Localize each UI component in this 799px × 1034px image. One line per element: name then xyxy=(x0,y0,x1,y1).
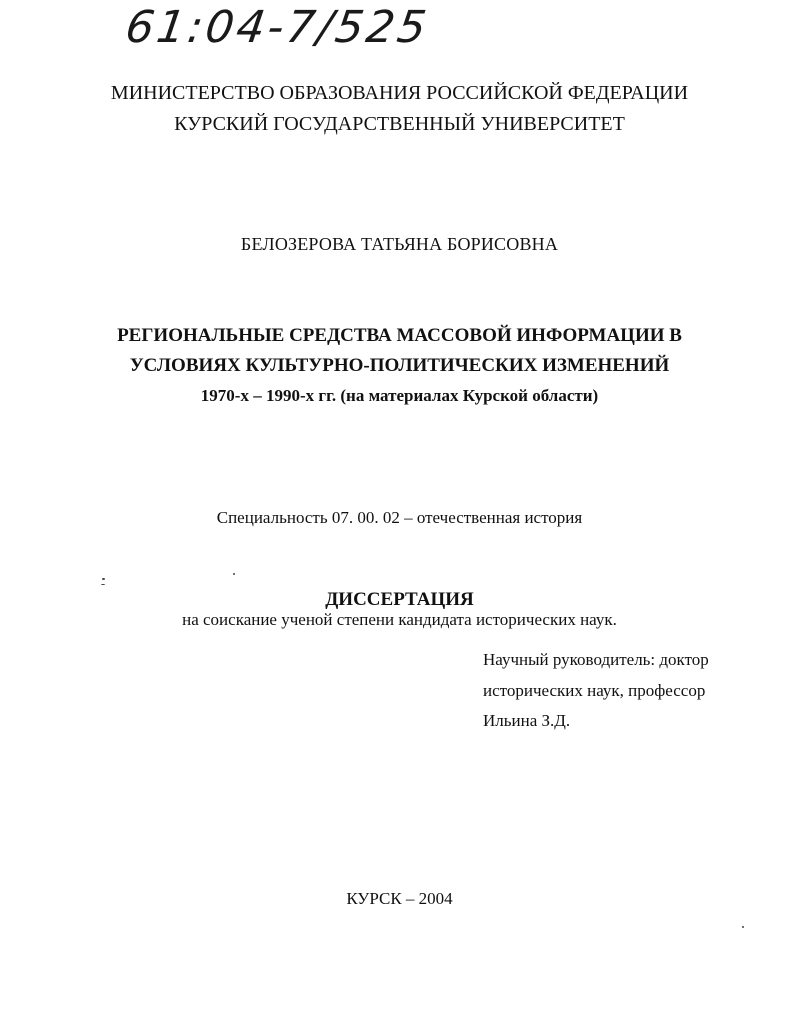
supervisor-line-2: исторических наук, профессор xyxy=(483,681,706,700)
supervisor-line-1: Научный руководитель: доктор xyxy=(483,650,709,669)
dissertation-subheading: на соискание ученой степени кандидата исторических наук. xyxy=(182,610,617,629)
archive-mark: 61:04-7/525 xyxy=(122,2,433,53)
supervisor-line-3: Ильина З.Д. xyxy=(483,711,571,730)
ministry-heading: МИНИСТЕРСТВО ОБРАЗОВАНИЯ РОССИЙСКОЙ ФЕДЕРАЦИИ xyxy=(110,82,689,104)
speciality: Специальность 07. 00. 02 – отечественная история xyxy=(216,508,583,527)
thesis-title-line-2: УСЛОВИЯХ КУЛЬТУРНО-ПОЛИТИЧЕСКИХ ИЗМЕНЕНИЙ xyxy=(129,355,670,376)
city-year: КУРСК – 2004 xyxy=(346,889,453,908)
thesis-title-line-1: РЕГИОНАЛЬНЫЕ СРЕДСТВА МАССОВОЙ ИНФОРМАЦИИ В xyxy=(117,325,682,346)
scan-speck xyxy=(233,573,235,575)
university-heading: КУРСКИЙ ГОСУДАРСТВЕННЫЙ УНИВЕРСИТЕТ xyxy=(174,113,625,135)
scan-speck xyxy=(102,578,105,580)
thesis-title-line-3: 1970-х – 1990-х гг. (на материалах Курской области) xyxy=(200,386,599,405)
scan-speck xyxy=(101,584,105,585)
author-name: БЕЛОЗЕРОВА ТАТЬЯНА БОРИСОВНА xyxy=(240,234,559,254)
dissertation-heading: ДИССЕРТАЦИЯ xyxy=(325,589,474,610)
scan-speck xyxy=(742,926,744,928)
